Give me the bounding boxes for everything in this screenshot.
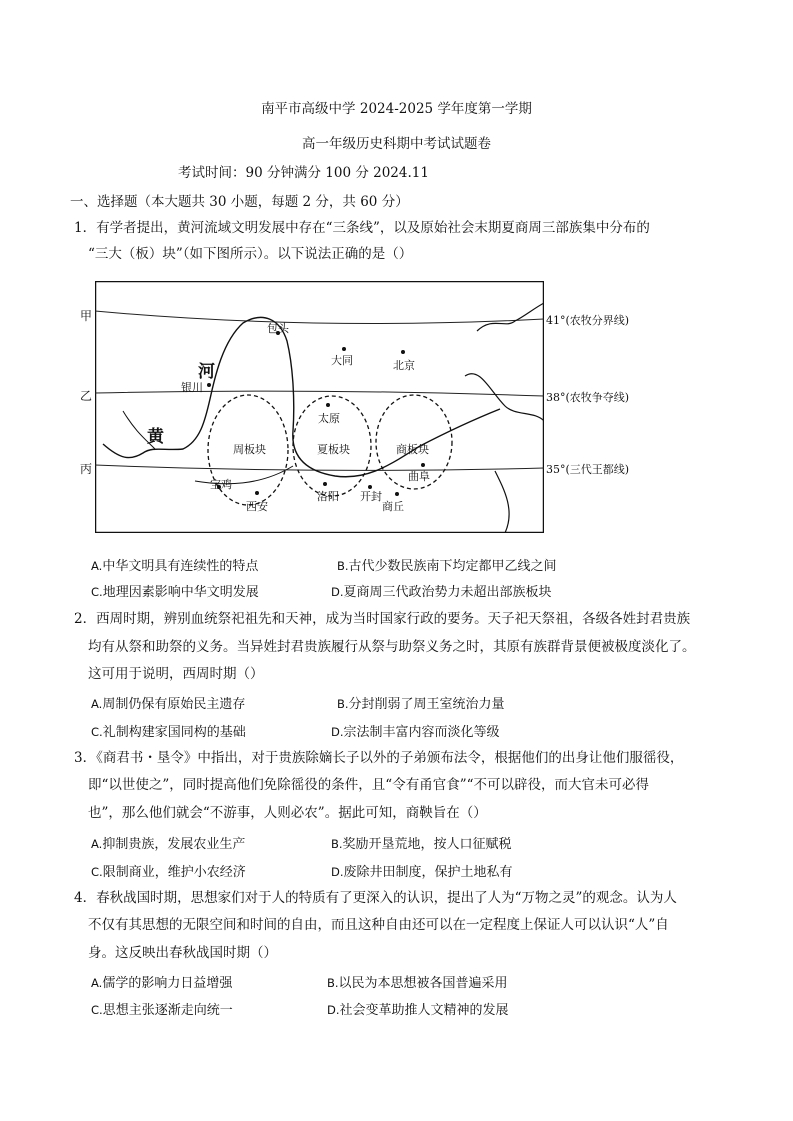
option-key: D.: [327, 1003, 340, 1017]
q3-option-d[interactable]: [331, 861, 513, 880]
city-label-datong: 大同: [331, 354, 353, 367]
question-line: 即“以世使之”，同时提高他们免除徭役的条件，且“令有甬官食”“不可以辟役，而大官未可必得: [88, 777, 650, 793]
q3-option-c[interactable]: [91, 861, 246, 880]
city-label-baotou: 包头: [267, 322, 289, 335]
option-text: 分封削弱了周王室统治力量: [348, 697, 505, 712]
city-dot-luoyang: [323, 482, 327, 486]
option-text: 抑制贵族，发展农业生产: [102, 837, 246, 852]
block-label-xia: 夏板块: [317, 443, 350, 456]
option-key: A.: [91, 559, 103, 573]
city-label-kaifeng: 开封: [360, 490, 382, 503]
question-text: 有学者提出，黄河流域文明发展中存在“三条线”，以及原始社会末期夏商周三部族集中分布的: [96, 220, 650, 236]
question-line: [74, 219, 650, 237]
option-key: B.: [337, 697, 349, 711]
line-label-bing: 丙: [80, 462, 93, 476]
option-key: C.: [91, 585, 103, 599]
q4-option-c[interactable]: [91, 999, 233, 1018]
option-text: 礼制构建家国同构的基础: [102, 725, 246, 740]
city-label-baoji: 宝鸡: [210, 478, 232, 491]
exam-title: 南平市高级中学 2024-2025 学年度第一学期: [261, 101, 532, 117]
q4-option-a[interactable]: [91, 972, 232, 991]
question-number: 2．: [74, 611, 97, 627]
city-label-qufu: 曲阜: [408, 470, 430, 483]
option-text: 地理因素影响中华文明发展: [102, 585, 259, 600]
option-key: C.: [91, 1003, 103, 1017]
option-key: C.: [91, 725, 103, 739]
question-line: 不仅有其思想的无限空间和时间的自由，而且这种自由还可以在一定程度上保证人可以认识“人”自: [88, 917, 669, 933]
option-text: 宗法制丰富内容而淡化等级: [343, 725, 500, 740]
option-text: 限制商业，维护小农经济: [102, 865, 246, 880]
option-text: 周制仍保有原始民主遗存: [102, 697, 246, 712]
option-text: 古代少数民族南下均定都甲乙线之间: [348, 559, 557, 574]
q4-option-b[interactable]: [327, 972, 508, 991]
option-key: B.: [331, 837, 343, 851]
question-line: “三大（板）块”（如下图所示）。以下说法正确的是（）: [88, 246, 413, 262]
option-key: A.: [91, 837, 103, 851]
question-number: 4．: [74, 890, 97, 906]
city-dot-beijing: [401, 350, 405, 354]
question-text: 《商君书・垦令》中指出，对于贵族除嫡长子以外的子弟颁布法令，根据他们的出身让他们服徭役，: [96, 750, 684, 766]
option-text: 中华文明具有连续性的特点: [102, 559, 259, 574]
city-label-xian: 西安: [246, 500, 268, 513]
option-key: B.: [327, 976, 339, 990]
option-key: A.: [91, 976, 103, 990]
city-dot-yinchuan: [207, 383, 211, 387]
river-label-he: 河: [198, 362, 215, 382]
lat-label-41: 41°(农牧分界线): [546, 314, 630, 327]
q2-option-d[interactable]: [331, 721, 500, 740]
block-label-shang: 商板块: [396, 443, 429, 456]
latitude-line-38: [95, 391, 544, 396]
city-dot-xian: [255, 491, 259, 495]
option-text: 儒学的影响力日益增强: [102, 976, 233, 991]
latitude-line-35: [95, 465, 544, 470]
question-number: 3．: [74, 750, 97, 766]
q2-option-b[interactable]: [337, 693, 505, 712]
block-label-zhou: 周板块: [233, 443, 266, 456]
question-line: 均有从祭和助祭的义务。当异姓封君贵族履行从祭与助祭义务之时，其原有族群背景便被极度淡化了。: [88, 639, 696, 655]
option-text: 社会变革助推人文精神的发展: [339, 1003, 509, 1018]
latitude-line-41: [95, 311, 544, 324]
question-line: [74, 749, 683, 767]
river-label-huang: 黄: [147, 427, 164, 447]
section-heading: 一、选择题（本大题共 30 小题，每题 2 分，共 60 分）: [70, 194, 409, 210]
city-dot-shangqiu: [395, 492, 399, 496]
q3-option-a[interactable]: [91, 833, 245, 852]
option-key: D.: [331, 865, 344, 879]
q3-option-b[interactable]: [331, 833, 512, 852]
option-key: A.: [91, 697, 103, 711]
question-text: 西周时期，辨别血统祭祀祖先和天神，成为当时国家行政的要务。天子祀天祭祖，各级各姓封君贵族: [96, 611, 691, 627]
city-dot-datong: [342, 347, 346, 351]
q1-option-d[interactable]: [331, 581, 552, 600]
question-line: 这可用于说明，西周时期（）: [88, 666, 264, 682]
exam-subtitle: 高一年级历史科期中考试试题卷: [302, 136, 491, 152]
lat-label-38: 38°(农牧争夺线): [546, 391, 630, 404]
city-dot-qufu: [421, 463, 425, 467]
exam-info: 考试时间：90 分钟满分 100 分 2024.11: [178, 165, 429, 181]
question-text: 春秋战国时期，思想家们对于人的特质有了更深入的认识，提出了人为“万物之灵”的观念。认为人: [96, 890, 677, 906]
city-dot-taiyuan: [326, 403, 330, 407]
option-key: C.: [91, 865, 103, 879]
option-text: 奖励开垦荒地，按人口征赋税: [342, 837, 512, 852]
city-label-shangqiu: 商丘: [382, 500, 404, 513]
option-text: 思想主张逐渐走向统一: [102, 1003, 233, 1018]
line-label-yi: 乙: [80, 389, 93, 403]
city-label-beijing: 北京: [393, 359, 415, 372]
option-key: B.: [337, 559, 349, 573]
option-text: 废除井田制度，保护土地私有: [343, 865, 513, 880]
lat-label-35: 35°(三代王都线): [546, 463, 630, 476]
question-line: [74, 889, 677, 907]
city-label-taiyuan: 太原: [318, 412, 340, 425]
option-key: D.: [331, 585, 344, 599]
q2-option-a[interactable]: [91, 693, 245, 712]
question-line: 身。这反映出春秋战国时期（）: [88, 945, 277, 961]
q4-option-d[interactable]: [327, 999, 509, 1018]
option-text: 以民为本思想被各国普遍采用: [338, 976, 508, 991]
yellow-river: [103, 317, 500, 476]
q1-option-b[interactable]: [337, 555, 557, 574]
q2-option-c[interactable]: [91, 721, 246, 740]
city-label-luoyang: 洛阳: [317, 490, 339, 503]
city-label-yinchuan: 银川: [181, 381, 203, 394]
q1-option-c[interactable]: [91, 581, 259, 600]
q1-option-a[interactable]: [91, 555, 258, 574]
question-line: 也”，那么他们就会“不游事，人则必农”。据此可知，商鞅旨在（）: [88, 805, 487, 821]
question-line: [74, 610, 690, 628]
line-label-jia: 甲: [80, 309, 93, 323]
option-key: D.: [331, 725, 344, 739]
option-text: 夏商周三代政治势力未超出部族板块: [343, 585, 552, 600]
question-number: 1．: [74, 220, 97, 236]
